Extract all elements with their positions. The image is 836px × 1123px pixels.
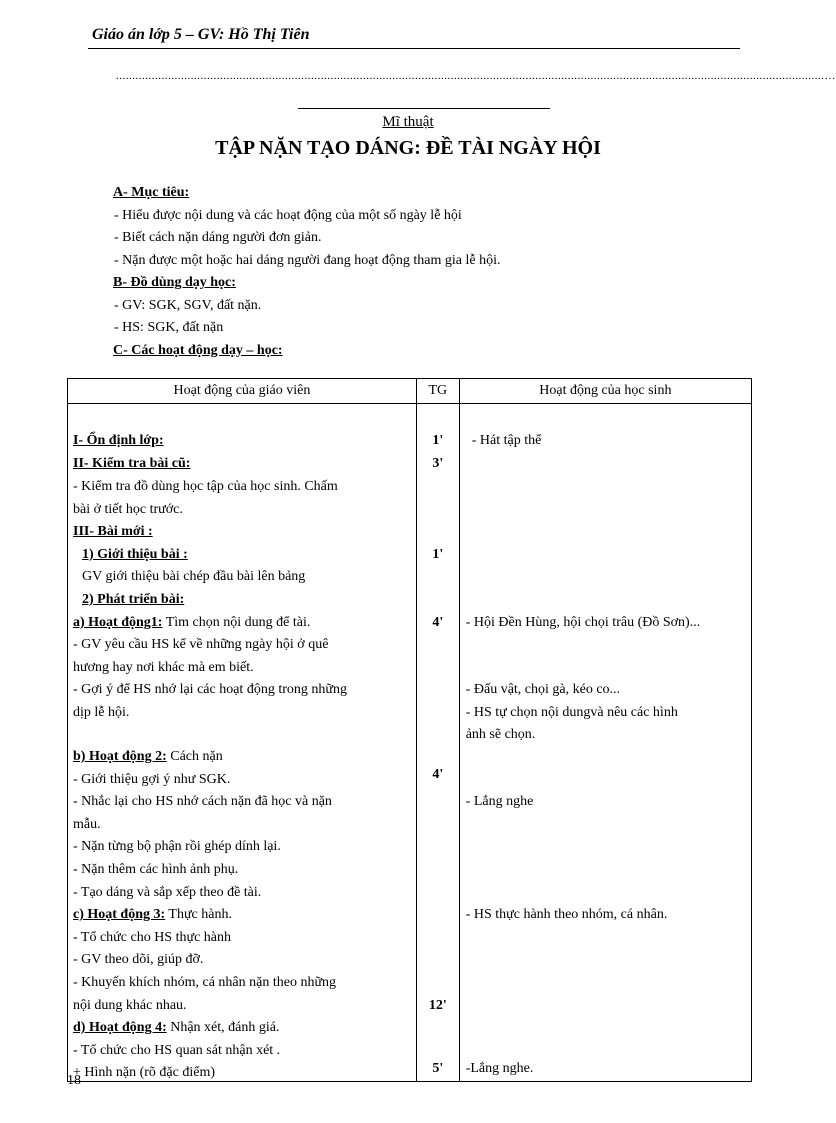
teacher-line: - Nặn thêm các hình ảnh phụ.	[73, 862, 239, 877]
teacher-line: - Gợi ý để HS nhớ lại các hoạt động trong những	[73, 682, 347, 697]
subject-heading: Mĩ thuật	[382, 114, 434, 130]
header-title: Giáo án lớp 5 – GV: Hồ Thị Tiên	[92, 26, 310, 43]
objectives-section	[113, 182, 753, 362]
objective-item: - Nặn được một hoặc hai dáng người đang hoạt động tham gia lễ hội.	[114, 252, 501, 268]
teacher-line: nội dung khác nhau.	[73, 998, 187, 1013]
header-rule	[88, 48, 740, 49]
header-time: TG	[416, 379, 459, 404]
time-value: 12'	[428, 998, 447, 1013]
teacher-line: bài ở tiết học trước.	[73, 502, 183, 517]
section-heading: III- Bài mới :	[73, 524, 153, 539]
student-line: - Hát tập thể	[471, 433, 542, 448]
dotted-line: ..........................................................................................................................................................................................................................…	[116, 70, 836, 82]
teacher-line: - GV theo dõi, giúp đỡ.	[73, 952, 204, 967]
activity-2-heading: b) Hoạt động 2: Cách nặn	[73, 749, 223, 764]
teacher-line: hương hay nơi khác mà em biết.	[73, 660, 254, 675]
teacher-line: - Tổ chức cho HS quan sát nhận xét .	[73, 1043, 281, 1058]
lesson-table	[67, 378, 752, 1082]
teacher-line: - Giới thiệu gợi ý như SGK.	[73, 772, 231, 787]
materials-heading: B- Đồ dùng dạy học:	[113, 275, 236, 290]
time-value: 4'	[432, 615, 444, 630]
teacher-line: + Hình nặn (rõ đặc điểm)	[73, 1065, 216, 1080]
student-line: - Đấu vật, chọi gà, kéo co...	[465, 682, 621, 697]
teacher-line: - Khuyến khích nhóm, cá nhân nặn theo những	[73, 975, 337, 990]
teacher-line: mẫu.	[73, 817, 101, 832]
teacher-line: - GV yêu cầu HS kể về những ngày hội ở quê	[73, 637, 329, 652]
section-heading: II- Kiểm tra bài cũ:	[73, 456, 191, 471]
time-column	[416, 404, 459, 1082]
teacher-line: dịp lễ hội.	[73, 705, 130, 720]
activities-heading: C- Các hoạt động dạy – học:	[113, 342, 283, 358]
header-teacher: Hoạt động của giáo viên	[68, 379, 417, 404]
teacher-line: - Tổ chức cho HS thực hành	[73, 930, 231, 945]
objectives-heading: A- Mục tiêu:	[113, 185, 190, 200]
objective-item: - Hiểu được nội dung và các hoạt động của một số ngày lễ hội	[114, 207, 462, 223]
time-value: 4'	[432, 767, 444, 782]
material-item: - HS: SGK, đất nặn	[114, 320, 224, 335]
time-value: 1'	[432, 547, 444, 562]
activity-1-heading: a) Hoạt động1: Tìm chọn nội dung để tài.	[73, 615, 311, 630]
section-heading: 2) Phát triển bài:	[82, 592, 185, 607]
page-number: 18	[67, 1073, 81, 1088]
student-line: - Lắng nghe	[465, 794, 534, 809]
teacher-line: GV giới thiệu bài chép đầu bài lên bảng	[82, 569, 306, 584]
teacher-line: - Nhắc lại cho HS nhớ cách nặn đã học và nặn	[73, 794, 332, 809]
time-value: 5'	[432, 1061, 444, 1076]
section-heading: I- Ổn định lớp:	[73, 433, 164, 448]
student-line: - Hội Đền Hùng, hội chọi trâu (Đồ Sơn)...	[465, 615, 701, 630]
table-body-row	[68, 404, 752, 1082]
student-line: -Lắng nghe.	[465, 1061, 534, 1076]
teacher-line: - Tạo dáng và sắp xếp theo đề tài.	[73, 885, 262, 900]
material-item: - GV: SGK, SGV, đất nặn.	[114, 297, 262, 313]
activity-4-heading: d) Hoạt động 4: Nhận xét, đánh giá.	[73, 1020, 280, 1035]
teacher-line: - Kiểm tra đồ dùng học tập của học sinh. Chấm	[73, 479, 338, 494]
student-line: ảnh sẽ chọn.	[465, 727, 536, 742]
title-rule	[298, 108, 550, 109]
time-value: 3'	[432, 456, 444, 471]
time-value: 1'	[432, 433, 444, 448]
student-line: - HS tự chọn nội dungvà nêu các hình	[465, 705, 678, 720]
objective-item: - Biết cách nặn dáng người đơn giản.	[114, 230, 322, 245]
table-header-row	[68, 379, 752, 404]
teacher-line: - Nặn từng bộ phận rồi ghép dính lại.	[73, 839, 281, 854]
student-line: - HS thực hành theo nhóm, cá nhân.	[465, 907, 668, 922]
header-student: Hoạt động của học sinh	[459, 379, 751, 404]
teacher-column	[68, 404, 417, 1082]
activity-3-heading: c) Hoạt động 3: Thực hành.	[73, 907, 232, 922]
section-heading: 1) Giới thiệu bài :	[82, 547, 188, 562]
lesson-title: TẬP NẶN TẠO DÁNG: ĐỀ TÀI NGÀY HỘI	[215, 137, 601, 159]
student-column	[459, 404, 751, 1082]
